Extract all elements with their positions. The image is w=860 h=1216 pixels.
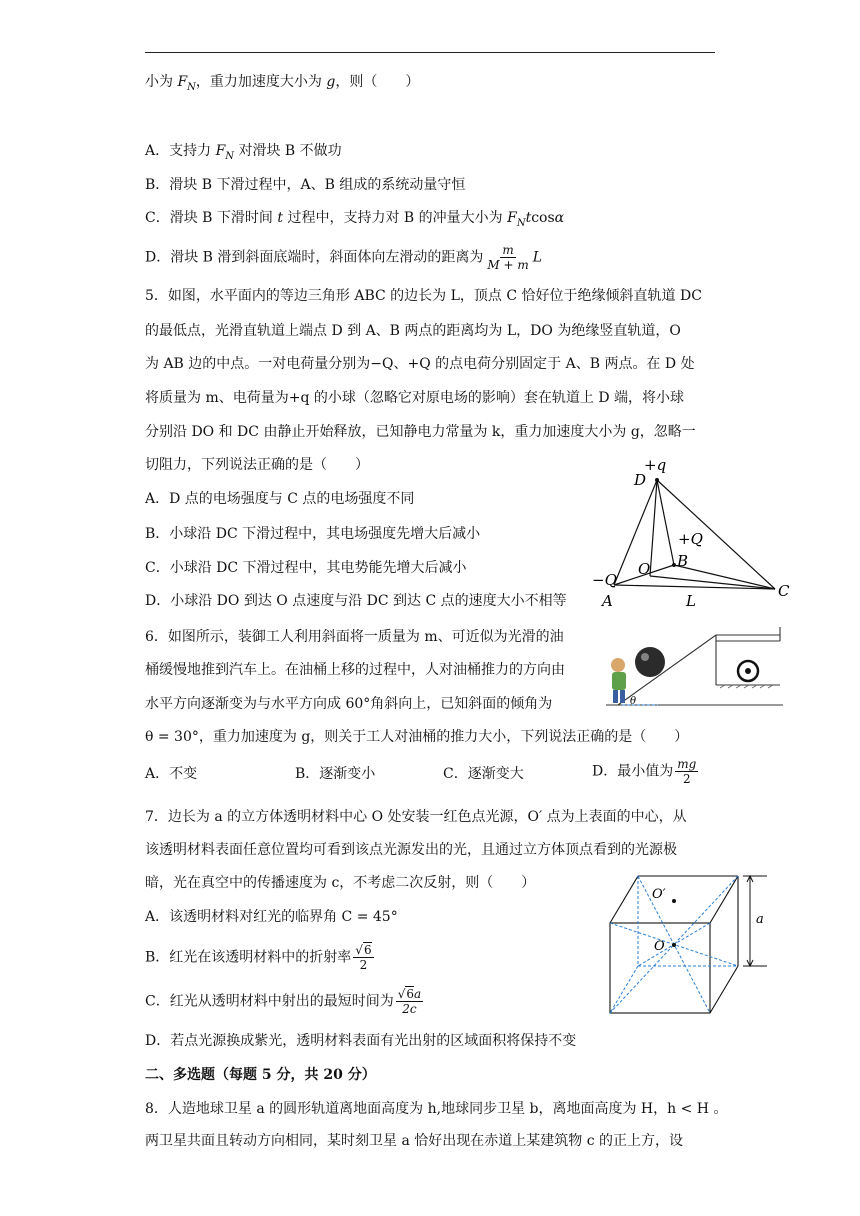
intro-text: 小为 xyxy=(145,74,178,90)
q5-option-d: D．小球沿 DO 到达 O 点速度与沿 DC 到达 C 点的速度大小不相等 xyxy=(145,593,567,609)
fraction: $\frac{√6a}{2c}$ xyxy=(397,987,422,1016)
intro-text: ，则（ ） xyxy=(335,74,420,90)
q7-option-b: B．红光在该透明材料中的折射率 $\frac{√6}{2}$ xyxy=(145,943,372,972)
section-2-heading: 二、多选题（每题 5 分，共 20 分） xyxy=(145,1067,376,1083)
q7-stem-line-2: 该透明材料表面任意位置均可看到该点光源发出的光，且通过立方体顶点看到的光源极 xyxy=(145,842,677,858)
q7-option-d: D．若点光源换成紫光，透明材料表面有光出射的区域面积将保持不变 xyxy=(145,1033,577,1049)
label-b: B xyxy=(677,552,689,570)
q8-stem-line-1: 8．人造地球卫星 a 的圆形轨道离地面高度为 h,地球同步卫星 b，离地面高度为 H，h < H 。 xyxy=(145,1101,728,1117)
theta-label: θ xyxy=(630,696,637,707)
q4-option-b: B．滑块 B 下滑过程中，A、B 组成的系统动量守恒 xyxy=(145,177,466,193)
label-l: L xyxy=(686,592,696,610)
q6-stem-line-4: θ = 30°，重力加速度为 g，则关于工人对油桶的推力大小，下列说法正确的是（ ） xyxy=(145,729,689,745)
q5-stem-line-6: 切阻力，下列说法正确的是（ ） xyxy=(145,457,369,473)
intro-line xyxy=(145,72,419,98)
q5-stem-line-4: 将质量为 m、电荷量为+q 的小球（忽略它对原电场的影响）套在轨道上 D 端，将小球 xyxy=(145,390,684,406)
q6-stem-line-2: 桶缓慢地推到汽车上。在油桶上移的过程中，人对油桶推力的方向由 xyxy=(145,662,565,678)
fn-subscript: N xyxy=(187,81,196,93)
header-rule xyxy=(145,52,715,53)
fn-symbol: F xyxy=(177,74,188,90)
q4-option-a: A．支持力 $F_N$ 对滑块 B 不做功 xyxy=(145,143,342,162)
label-o: O xyxy=(654,939,665,954)
q8-stem-line-2: 两卫星共面且转动方向相同，某时刻卫星 a 恰好出现在赤道上某建筑物 c 的正上方，设 xyxy=(145,1133,683,1149)
q5-stem-line-5: 分别沿 DO 和 DC 由静止开始释放，已知静电力常量为 k，重力加速度大小为 g，忽略一 xyxy=(145,424,696,440)
q7-option-c: C．红光从透明材料中射出的最短时间为 $\frac{√6a}{2c}$ xyxy=(145,987,422,1016)
q5-stem-line-3: 为 AB 边的中点。一对电荷量分别为−Q、+Q 的点电荷分别固定于 A、B 两点。在 D 处 xyxy=(145,356,695,372)
q6-stem-line-1: 6．如图所示，装御工人利用斜面将一质量为 m、可近似为光滑的油 xyxy=(145,629,564,645)
label-d: D xyxy=(634,471,647,489)
q7-option-a: A．该透明材料对红光的临界角 C = 45° xyxy=(145,909,398,925)
q6-option-b: B．逐渐变小 xyxy=(295,766,376,782)
label-a-length: a xyxy=(756,912,764,927)
fraction: $\frac{m}{M + m}$ xyxy=(487,243,529,272)
q6-option-c: C．逐渐变大 xyxy=(443,766,524,782)
q7-cube-figure xyxy=(602,868,772,1018)
q6-stem-line-3: 水平方向逐渐变为与水平方向成 60°角斜向上，已知斜面的倾角为 xyxy=(145,696,553,712)
intro-text: ，重力加速度大小为 xyxy=(195,74,327,90)
label-o: O xyxy=(638,560,651,578)
q6-option-d: D．最小值为 $\frac{mg}{2}$ xyxy=(592,757,697,786)
q5-option-b: B．小球沿 DC 下滑过程中，其电场强度先增大后减小 xyxy=(145,526,481,542)
q6-ramp-figure xyxy=(598,625,788,715)
fraction: $\frac{mg}{2}$ xyxy=(677,757,697,786)
label-plus-q: +q xyxy=(644,456,667,474)
q5-triangle-figure xyxy=(590,452,800,612)
q7-stem-line-1: 7．边长为 a 的立方体透明材料中心 O 处安装一红色点光源，O′ 点为上表面的中心，从 xyxy=(145,809,687,825)
g-symbol: g xyxy=(326,74,336,90)
q4-option-d: D．滑块 B 滑到斜面底端时，斜面体向左滑动的距离为 $\frac{m}{M + m}$ L xyxy=(145,243,543,272)
fraction: $\frac{√6}{2}$ xyxy=(355,943,372,972)
q5-option-c: C．小球沿 DC 下滑过程中，其电势能先增大后减小 xyxy=(145,560,467,576)
label-minus-Q: −Q xyxy=(592,571,617,589)
q6-option-a: A．不变 xyxy=(145,766,198,782)
q5-stem-line-2: 的最低点，光滑直轨道上端点 D 到 A、B 两点的距离均为 L，DO 为绝缘竖直轨道，O xyxy=(145,323,681,339)
label-a: A xyxy=(602,592,613,610)
label-o-prime: O′ xyxy=(652,887,666,902)
label-c: C xyxy=(778,582,790,600)
label-plus-Q: +Q xyxy=(678,530,703,548)
q7-stem-line-3: 暗，光在真空中的传播速度为 c，不考虑二次反射，则（ ） xyxy=(145,875,536,891)
q4-option-c: C．滑块 B 下滑时间 t 过程中，支持力对 B 的冲量大小为 $F_Ntcos\alpha$ xyxy=(145,210,565,229)
q5-option-a: A．D 点的电场强度与 C 点的电场强度不同 xyxy=(145,491,415,507)
q5-stem-line-1: 5．如图，水平面内的等边三角形 ABC 的边长为 L，顶点 C 恰好位于绝缘倾斜直轨道 DC xyxy=(145,288,702,304)
